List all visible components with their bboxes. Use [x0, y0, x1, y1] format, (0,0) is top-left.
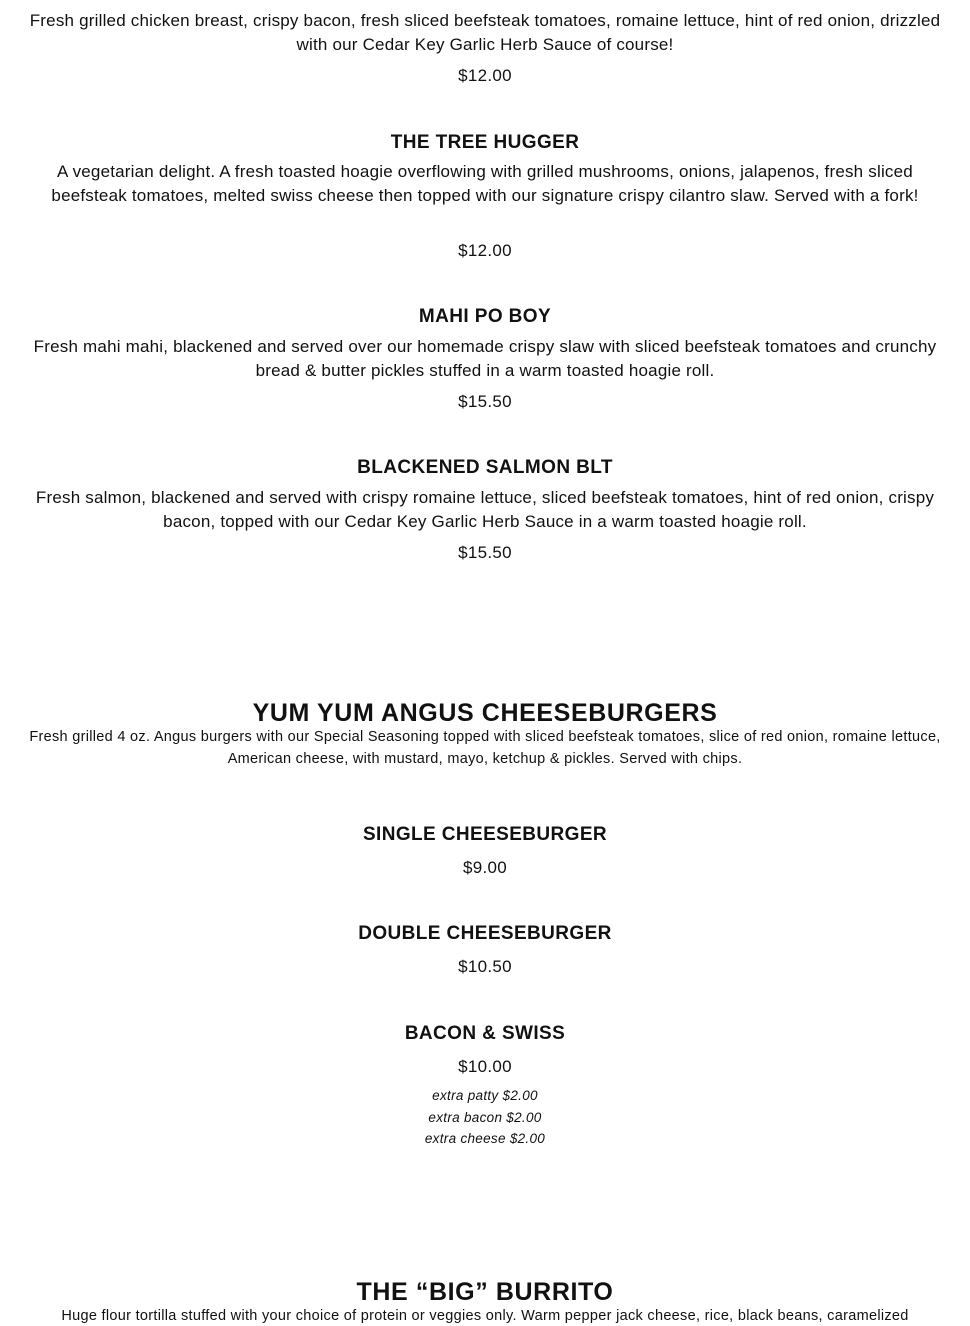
item-title-salmon-blt: BLACKENED SALMON BLT — [357, 457, 613, 478]
item-price-mahi-po-boy: $15.50 — [458, 392, 512, 411]
item-description-salmon-blt: Fresh salmon, blackened and served with crispy romaine lettuce, sliced beefsteak tomatoes, hint of red onion, crispy bacon, topped with our Cedar Key Garlic Herb Sauce in a warm toasted hoagie roll. — [35, 488, 935, 531]
item-title-single-cheeseburger: SINGLE CHEESEBURGER — [362, 824, 608, 845]
item-title-double-cheeseburger: DOUBLE CHEESEBURGER — [358, 923, 612, 944]
section-description-burgers: Fresh grilled 4 oz. Angus burgers with our Special Seasoning topped with sliced beefsteak tomatoes, slice of red onion, romaine lettuce, American cheese, with mustard, mayo, ketchup & pickles. Served with chips. — [29, 729, 941, 767]
item-description-mahi-po-boy: Fresh mahi mahi, blackened and served over our homemade crispy slaw with sliced beefsteak tomatoes and crunchy bread & butter pickles stuffed in a warm toasted hoagie roll. — [33, 337, 937, 380]
section-title-burgers: YUM YUM ANGUS CHEESEBURGERS — [252, 699, 718, 727]
item-description-tree-hugger: A vegetarian delight. A fresh toasted hoagie overflowing with grilled mushrooms, onions, jalapenos, fresh sliced beefsteak tomatoes, melted swiss cheese then topped with our signature crispy cilantro slaw. Served with a fork! — [51, 162, 919, 205]
section-title-burrito: THE “BIG” BURRITO — [356, 1278, 614, 1306]
extra-option: extra bacon $2.00 — [428, 1110, 542, 1125]
section-description-burrito: Huge flour tortilla stuffed with your choice of protein or veggies only. Warm pepper jack cheese, rice, black beans, caramelized — [61, 1308, 909, 1324]
item-price-bacon-swiss: $10.00 — [458, 1057, 512, 1076]
item-price-tree-hugger: $12.00 — [458, 241, 512, 260]
extra-option: extra patty $2.00 — [432, 1088, 538, 1103]
item-title-tree-hugger: THE TREE HUGGER — [390, 132, 580, 153]
extra-option: extra cheese $2.00 — [424, 1131, 546, 1146]
item-title-bacon-swiss: BACON & SWISS — [404, 1023, 566, 1044]
item-title-mahi-po-boy: MAHI PO BOY — [418, 306, 552, 327]
item-price: $12.00 — [458, 66, 512, 85]
item-price-single-cheeseburger: $9.00 — [462, 858, 508, 877]
item-description: Fresh grilled chicken breast, crispy bacon, fresh sliced beefsteak tomatoes, romaine lettuce, hint of red onion, drizzled with our Cedar Key Garlic Herb Sauce of course! — [29, 11, 941, 54]
item-price-salmon-blt: $15.50 — [458, 543, 512, 562]
item-price-double-cheeseburger: $10.50 — [458, 957, 512, 976]
